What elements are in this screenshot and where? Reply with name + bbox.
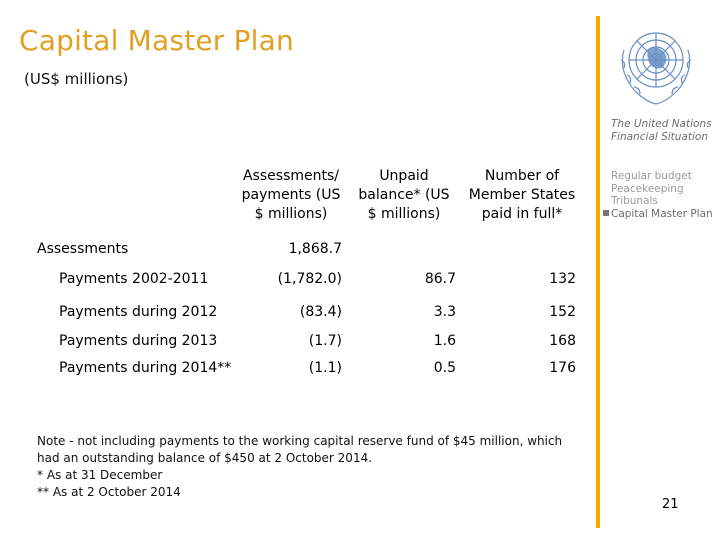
sidebar-item-tribunals[interactable]: Tribunals [611, 195, 658, 207]
row-label: Payments 2002-2011 [59, 271, 209, 287]
page-title: Capital Master Plan [19, 24, 294, 57]
row-label-assessments: Assessments [37, 241, 129, 257]
cell-amount: (1,782.0) [277, 271, 342, 287]
cell-states: 168 [549, 333, 576, 349]
cell-unpaid: 0.5 [433, 360, 456, 376]
sidebar-item-peacekeeping[interactable]: Peacekeeping [611, 182, 684, 195]
cell-amount: (83.4) [299, 304, 342, 320]
sidebar-item-capital-master-plan[interactable] [603, 208, 718, 221]
sidebar-item-label: Capital Master Plan [611, 207, 713, 220]
un-emblem-icon [610, 20, 702, 112]
column-header-unpaid: Unpaid balance* (US $ millions) [358, 168, 450, 222]
cell-amount: (1.7) [308, 333, 342, 349]
cell-unpaid: 1.6 [433, 333, 456, 349]
cell-states: 132 [549, 271, 576, 287]
row-label: Payments during 2014** [59, 360, 232, 376]
column-header-states: Number of Member States paid in full* [468, 168, 576, 222]
cell-unpaid: 3.3 [433, 304, 456, 320]
footnote-main: Note - not including payments to the working capital reserve fund of $45 million, which had an outstanding balance of $450 at 2 October 2014. [37, 434, 563, 465]
page-number: 21 [662, 497, 679, 512]
footnotes [37, 433, 582, 501]
footnote-single-asterisk: * As at 31 December [37, 468, 163, 482]
column-header-payments: Assessments/ payments (US $ millions) [241, 168, 341, 222]
cell-states: 152 [549, 304, 576, 320]
page-subtitle: (US$ millions) [24, 70, 129, 88]
cell-unpaid: 86.7 [424, 271, 456, 287]
footnote-double-asterisk: ** As at 2 October 2014 [37, 485, 181, 499]
accent-divider [596, 16, 600, 528]
row-label: Payments during 2012 [59, 304, 218, 320]
bullet-icon [603, 210, 609, 216]
cell-amount: (1.1) [308, 360, 342, 376]
sidebar-item-regular-budget[interactable]: Regular budget [611, 170, 692, 182]
cell-states: 176 [549, 360, 576, 376]
cell-amount: 1,868.7 [288, 241, 342, 257]
sidebar-heading: The United Nations Financial Situation [611, 118, 712, 143]
row-label: Payments during 2013 [59, 333, 218, 349]
sidebar-nav [603, 170, 718, 220]
